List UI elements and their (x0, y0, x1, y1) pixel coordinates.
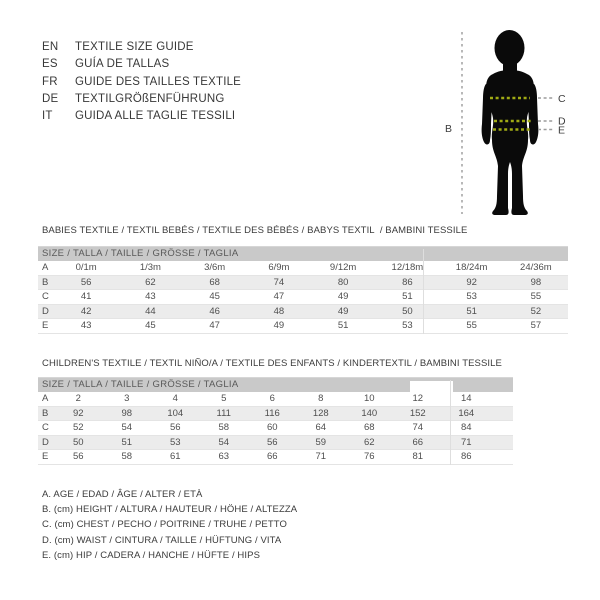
left-arm-shape (482, 84, 492, 144)
right-arm-shape (528, 84, 538, 144)
size-row-B (38, 275, 568, 290)
size-cell: 56 (248, 435, 297, 450)
size-cell: 45 (118, 319, 182, 334)
lang-row-de (42, 89, 241, 106)
size-cell: 48 (247, 304, 311, 319)
child-silhouette (482, 30, 539, 215)
size-cell: 43 (54, 319, 118, 334)
size-cell: 6 (248, 392, 297, 406)
size-cell: 4 (151, 392, 200, 406)
size-cell: 49 (311, 290, 375, 305)
size-cell: 81 (394, 450, 443, 465)
spacer-cell (491, 450, 514, 465)
size-cell: 55 (440, 319, 504, 334)
children-size-header-bar (38, 378, 513, 392)
size-cell: 51 (440, 304, 504, 319)
row-letter: D (38, 304, 54, 319)
lang-title-it: GUIDA ALLE TAGLIE TESSILI (75, 110, 236, 123)
size-cell: 152 (394, 406, 443, 421)
size-cell: 43 (118, 290, 182, 305)
size-cell: 3/6m (183, 261, 247, 275)
lang-row-it (42, 106, 241, 123)
lang-code-fr: FR (42, 75, 58, 88)
size-cell: 86 (375, 275, 439, 290)
size-cell: 0/1m (54, 261, 118, 275)
size-cell: 56 (54, 275, 118, 290)
label-chest-c: C (558, 93, 566, 105)
size-cell: 68 (345, 421, 394, 436)
size-cell: 50 (375, 304, 439, 319)
lang-code-de: DE (42, 92, 59, 105)
spacer-cell (491, 435, 514, 450)
size-cell: 55 (504, 290, 568, 305)
row-letter: D (38, 435, 54, 450)
size-cell: 74 (247, 275, 311, 290)
size-cell: 51 (103, 435, 152, 450)
legend-waist: D. (cm) WAIST / CINTURA / TAILLE / HÜFTUNG / VITA (42, 534, 282, 546)
lang-row-en (42, 37, 241, 54)
row-letter: A (38, 261, 54, 275)
size-cell: 2 (54, 392, 103, 406)
row-letter: C (38, 421, 54, 436)
row-letter: B (38, 275, 54, 290)
size-cell: 47 (183, 319, 247, 334)
size-cell: 53 (440, 290, 504, 305)
size-cell: 9/12m (311, 261, 375, 275)
row-letter: C (38, 290, 54, 305)
size-cell: 49 (311, 304, 375, 319)
size-cell: 56 (54, 450, 103, 465)
size-cell: 1/3m (118, 261, 182, 275)
size-cell: 42 (54, 304, 118, 319)
size-row-C (38, 421, 513, 436)
label-waist-d: D (558, 115, 566, 128)
torso-legs-shape (486, 70, 534, 215)
size-cell: 3 (103, 392, 152, 406)
size-cell: 58 (103, 450, 152, 465)
size-cell: 57 (504, 319, 568, 334)
lang-title-de: TEXTILGRÖßENFÜHRUNG (75, 92, 225, 105)
lang-code-en: EN (42, 41, 59, 53)
size-cell: 111 (200, 406, 249, 421)
size-cell: 45 (183, 290, 247, 305)
size-cell: 116 (248, 406, 297, 421)
size-cell: 61 (151, 450, 200, 465)
size-cell: 51 (311, 319, 375, 334)
measurement-legend (42, 487, 297, 563)
legend-height: B. (cm) HEIGHT / ALTURA / HAUTEUR / HÖHE / ALTEZZA (42, 504, 298, 516)
lang-row-fr (42, 72, 241, 89)
size-cell: 98 (103, 406, 152, 421)
babies-table-divider (423, 249, 424, 334)
size-row-D (38, 435, 513, 450)
legend-chest: C. (cm) CHEST / PECHO / POITRINE / TRUHE / PETTO (42, 519, 287, 531)
size-cell: 71 (297, 450, 346, 465)
size-cell: 98 (504, 275, 568, 290)
child-silhouette-svg (440, 18, 596, 218)
lang-title-en: TEXTILE SIZE GUIDE (75, 41, 194, 53)
size-cell: 49 (247, 319, 311, 334)
spacer-cell (491, 406, 514, 421)
size-cell: 14 (442, 392, 491, 406)
size-cell: 76 (345, 450, 394, 465)
size-cell: 6/9m (247, 261, 311, 275)
size-row-E (38, 319, 568, 334)
size-cell: 52 (54, 421, 103, 436)
size-cell: 74 (394, 421, 443, 436)
babies-size-header-text: SIZE / TALLA / TAILLE / GRÖSSE / TAGLIA (42, 248, 239, 259)
size-cell: 58 (200, 421, 249, 436)
lang-row-es (42, 54, 241, 71)
size-cell: 44 (118, 304, 182, 319)
size-cell: 140 (345, 406, 394, 421)
babies-table (38, 261, 568, 334)
row-letter: E (38, 450, 54, 465)
size-cell: 59 (297, 435, 346, 450)
size-cell: 47 (247, 290, 311, 305)
lang-code-it: IT (42, 110, 53, 123)
language-title-list (42, 37, 241, 123)
size-cell: 8 (297, 392, 346, 406)
size-cell: 53 (375, 319, 439, 334)
lang-title-es: GUÍA DE TALLAS (75, 58, 170, 71)
size-cell: 41 (54, 290, 118, 305)
size-cell: 71 (442, 435, 491, 450)
size-cell: 66 (248, 450, 297, 465)
size-row-A (38, 392, 513, 406)
size-cell: 92 (440, 275, 504, 290)
size-cell: 80 (311, 275, 375, 290)
header-white-notch (410, 381, 453, 392)
children-table (38, 392, 513, 465)
size-row-D (38, 304, 568, 319)
spacer-cell (491, 392, 514, 406)
size-cell: 24/36m (504, 261, 568, 275)
size-cell: 53 (151, 435, 200, 450)
size-row-A (38, 261, 568, 275)
size-cell: 12/18m (375, 261, 439, 275)
size-row-E (38, 450, 513, 465)
size-cell: 56 (151, 421, 200, 436)
size-cell: 5 (200, 392, 249, 406)
babies-section-title: BABIES TEXTILE / TEXTIL BEBÉS / TEXTILE DES BÉBÉS / BABYS TEXTIL / BAMBINI TESSILE (42, 225, 468, 236)
size-cell: 62 (345, 435, 394, 450)
measurement-figure (440, 18, 596, 218)
size-cell: 54 (103, 421, 152, 436)
size-cell: 60 (248, 421, 297, 436)
size-cell: 12 (394, 392, 443, 406)
babies-size-table (38, 246, 568, 334)
row-letter: A (38, 392, 54, 406)
size-cell: 50 (54, 435, 103, 450)
size-row-B (38, 406, 513, 421)
size-cell: 84 (442, 421, 491, 436)
size-cell: 18/24m (440, 261, 504, 275)
spacer-cell (491, 421, 514, 436)
legend-age: A. AGE / EDAD / ÂGE / ALTER / ETÀ (42, 489, 203, 500)
size-cell: 10 (345, 392, 394, 406)
size-cell: 68 (183, 275, 247, 290)
size-cell: 66 (394, 435, 443, 450)
lang-title-fr: GUIDE DES TAILLES TEXTILE (75, 75, 242, 88)
size-cell: 104 (151, 406, 200, 421)
legend-hip: E. (cm) HIP / CADERA / HANCHE / HÜFTE / HIPS (42, 549, 261, 561)
children-size-table (38, 377, 513, 465)
size-cell: 62 (118, 275, 182, 290)
lang-code-es: ES (42, 58, 58, 71)
size-cell: 64 (297, 421, 346, 436)
row-letter: E (38, 319, 54, 334)
children-table-divider (450, 380, 451, 465)
babies-size-header-bar (38, 247, 568, 261)
size-cell: 52 (504, 304, 568, 319)
size-cell: 54 (200, 435, 249, 450)
size-cell: 128 (297, 406, 346, 421)
size-cell: 164 (442, 406, 491, 421)
children-section-title: CHILDREN'S TEXTILE / TEXTIL NIÑO/A / TEXTILE DES ENFANTS / KINDERTEXTIL / BAMBINI TESSILE (42, 358, 502, 369)
label-hip-e: E (558, 124, 566, 137)
size-cell: 86 (442, 450, 491, 465)
label-height-b: B (445, 123, 453, 135)
size-cell: 92 (54, 406, 103, 421)
size-cell: 46 (183, 304, 247, 319)
row-letter: B (38, 406, 54, 421)
size-row-C (38, 290, 568, 305)
size-cell: 51 (375, 290, 439, 305)
size-cell: 63 (200, 450, 249, 465)
children-size-header-text: SIZE / TALLA / TAILLE / GRÖSSE / TAGLIA (42, 379, 239, 390)
